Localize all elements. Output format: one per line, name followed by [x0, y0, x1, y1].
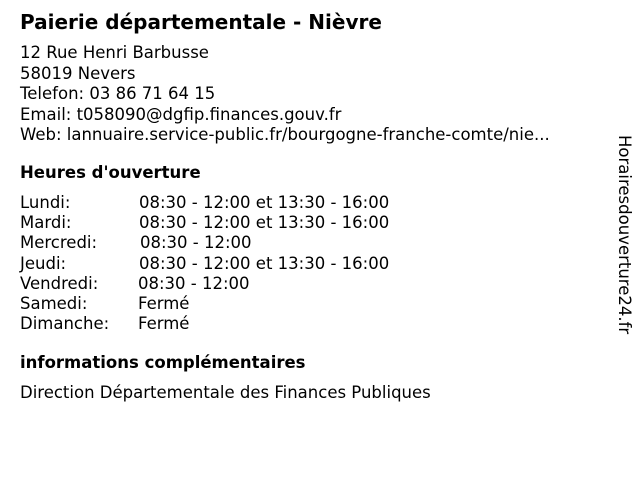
address-city: 58019 Nevers [20, 63, 136, 83]
additional-info-text: Direction Départementale des Finances Publiques [20, 383, 431, 402]
day-label: Mercredi: [20, 233, 98, 253]
phone-number[interactable]: Telefon: 03 86 71 64 15 [20, 84, 216, 103]
day-label: Dimanche: [20, 314, 110, 334]
brand-watermark [612, 135, 636, 375]
website-link[interactable]: Web: lannuaire.service-public.fr/bourgogne-franche-comte/nie... [20, 125, 550, 144]
page-title: Paierie départementale - Nièvre [20, 10, 382, 34]
day-label: Jeudi: [20, 253, 67, 273]
email-address[interactable]: Email: t058090@dgfip.finances.gouv.fr [20, 104, 342, 124]
brand-text: Horairesdouverture24.fr [615, 135, 634, 335]
day-label: Samedi: [20, 293, 88, 313]
address-street: 12 Rue Henri Barbusse [20, 43, 209, 62]
day-label: Vendredi: [20, 273, 99, 293]
day-hours: 08:30 - 12:00 et 13:30 - 16:00 [139, 253, 390, 273]
day-hours: 08:30 - 12:00 [140, 233, 252, 253]
day-hours: 08:30 - 12:00 [138, 273, 250, 293]
day-label: Mardi: [20, 213, 72, 233]
contact-block [20, 43, 550, 146]
additional-info-heading: informations complémentaires [20, 353, 306, 372]
day-hours: Fermé [138, 314, 190, 334]
day-label: Lundi: [20, 193, 71, 212]
day-hours: 08:30 - 12:00 et 13:30 - 16:00 [139, 213, 390, 233]
opening-hours-heading: Heures d'ouverture [20, 163, 201, 182]
day-hours: Fermé [138, 293, 190, 313]
day-hours: 08:30 - 12:00 et 13:30 - 16:00 [139, 193, 390, 212]
